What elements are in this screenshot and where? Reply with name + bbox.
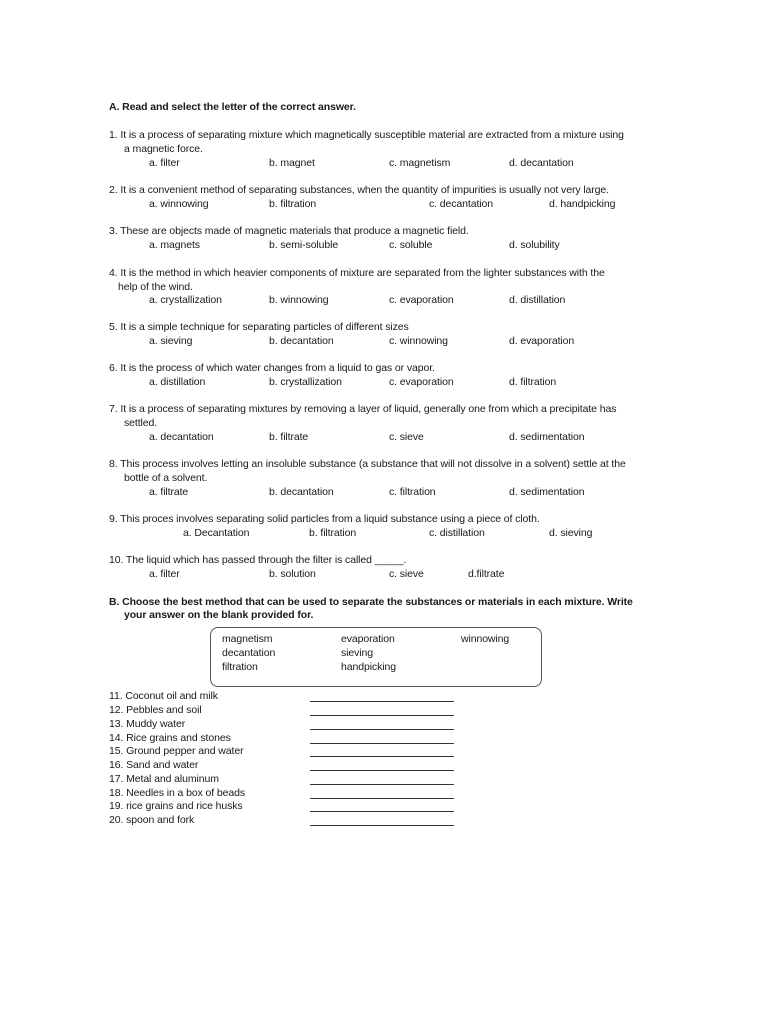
word-bank-decantation: decantation [222, 647, 276, 659]
question-5-option-b: b. decantation [269, 335, 334, 347]
question-4-option-c: c. evaporation [389, 294, 454, 306]
answer-blank-19[interactable] [310, 811, 454, 812]
question-8-option-b: b. decantation [269, 486, 334, 498]
question-7-option-b: b. filtrate [269, 431, 309, 443]
question-9-option-b: b. filtration [309, 527, 357, 539]
question-6-option-b: b. crystallization [269, 376, 342, 388]
question-7-line-1: 7. It is a process of separating mixtures by removing a layer of liquid, generally one from which a precipitate has [109, 403, 617, 415]
item-11: 11. Coconut oil and milk [109, 690, 218, 702]
item-15: 15. Ground pepper and water [109, 745, 244, 757]
item-14: 14. Rice grains and stones [109, 732, 231, 744]
question-2-line-1: 2. It is a convenient method of separating substances, when the quantity of impurities is usually not very large. [109, 184, 609, 196]
word-bank-filtration: filtration [222, 661, 258, 673]
answer-blank-20[interactable] [310, 825, 454, 826]
question-10-line-1: 10. The liquid which has passed through the filter is called _____. [109, 554, 407, 566]
question-4-option-a: a. crystallization [149, 294, 222, 306]
question-4-line-2: help of the wind. [118, 281, 193, 293]
answer-blank-15[interactable] [310, 756, 454, 757]
question-8-line-1: 8. This process involves letting an insoluble substance (a substance that will not dissolve in a solvent) settle at the [109, 458, 626, 470]
question-1-line-1: 1. It is a process of separating mixture which magnetically susceptible material are extracted from a mixture using [109, 129, 624, 141]
question-1-option-b: b. magnet [269, 157, 315, 169]
answer-blank-11[interactable] [310, 701, 454, 702]
question-6-line-1: 6. It is the process of which water changes from a liquid to gas or vapor. [109, 362, 435, 374]
question-3-option-b: b. semi-soluble [269, 239, 339, 251]
question-9-line-1: 9. This proces involves separating solid particles from a liquid substance using a piece of cloth. [109, 513, 540, 525]
question-6-option-d: d. filtration [509, 376, 557, 388]
word-bank-evaporation: evaporation [341, 633, 395, 645]
question-1-option-c: c. magnetism [389, 157, 451, 169]
question-10-option-c: c. sieve [389, 568, 424, 580]
question-9-option-d: d. sieving [549, 527, 593, 539]
question-2-option-b: b. filtration [269, 198, 317, 210]
item-17: 17. Metal and aluminum [109, 773, 219, 785]
question-4-line-1: 4. It is the method in which heavier components of mixture are separated from the lighter substances with the [109, 267, 605, 279]
question-10-option-a: a. filter [149, 568, 180, 580]
answer-blank-16[interactable] [310, 770, 454, 771]
answer-blank-12[interactable] [310, 715, 454, 716]
item-19: 19. rice grains and rice husks [109, 800, 243, 812]
question-6-option-c: c. evaporation [389, 376, 454, 388]
question-6-option-a: a. distillation [149, 376, 206, 388]
answer-blank-18[interactable] [310, 798, 454, 799]
question-5-option-d: d. evaporation [509, 335, 575, 347]
question-2-option-c: c. decantation [429, 198, 493, 210]
item-20: 20. spoon and fork [109, 814, 195, 826]
question-1-line-2: a magnetic force. [124, 143, 203, 155]
section-b-heading-line-1: B. Choose the best method that can be used to separate the substances or materials in each mixture. Write [109, 596, 633, 608]
question-2-option-d: d. handpicking [549, 198, 616, 210]
section-b-heading-line-2: your answer on the blank provided for. [124, 609, 314, 621]
question-9-option-a: a. Decantation [183, 527, 250, 539]
word-bank-handpicking: handpicking [341, 661, 396, 673]
question-10-option-b: b. solution [269, 568, 316, 580]
item-13: 13. Muddy water [109, 718, 186, 730]
word-bank-sieving: sieving [341, 647, 373, 659]
question-3-option-d: d. solubility [509, 239, 560, 251]
question-8-line-2: bottle of a solvent. [124, 472, 208, 484]
question-5-option-a: a. sieving [149, 335, 193, 347]
answer-blank-14[interactable] [310, 743, 454, 744]
question-7-option-d: d. sedimentation [509, 431, 585, 443]
question-3-option-c: c. soluble [389, 239, 433, 251]
answer-blank-17[interactable] [310, 784, 454, 785]
question-5-line-1: 5. It is a simple technique for separating particles of different sizes [109, 321, 409, 333]
question-5-option-c: c. winnowing [389, 335, 448, 347]
word-bank-winnowing: winnowing [461, 633, 510, 645]
question-8-option-d: d. sedimentation [509, 486, 585, 498]
question-8-option-a: a. filtrate [149, 486, 189, 498]
question-3-option-a: a. magnets [149, 239, 200, 251]
question-7-line-2: settled. [124, 417, 158, 429]
question-4-option-d: d. distillation [509, 294, 566, 306]
question-7-option-c: c. sieve [389, 431, 424, 443]
item-16: 16. Sand and water [109, 759, 199, 771]
question-2-option-a: a. winnowing [149, 198, 209, 210]
question-1-option-d: d. decantation [509, 157, 574, 169]
question-1-option-a: a. filter [149, 157, 180, 169]
question-4-option-b: b. winnowing [269, 294, 329, 306]
answer-blank-13[interactable] [310, 729, 454, 730]
question-7-option-a: a. decantation [149, 431, 214, 443]
question-8-option-c: c. filtration [389, 486, 436, 498]
item-18: 18. Needles in a box of beads [109, 787, 246, 799]
question-10-option-d: d.filtrate [468, 568, 505, 580]
question-3-line-1: 3. These are objects made of magnetic materials that produce a magnetic field. [109, 225, 469, 237]
section-a-heading: A. Read and select the letter of the correct answer. [109, 101, 356, 113]
item-12: 12. Pebbles and soil [109, 704, 202, 716]
word-bank-magnetism: magnetism [222, 633, 273, 645]
question-9-option-c: c. distillation [429, 527, 485, 539]
